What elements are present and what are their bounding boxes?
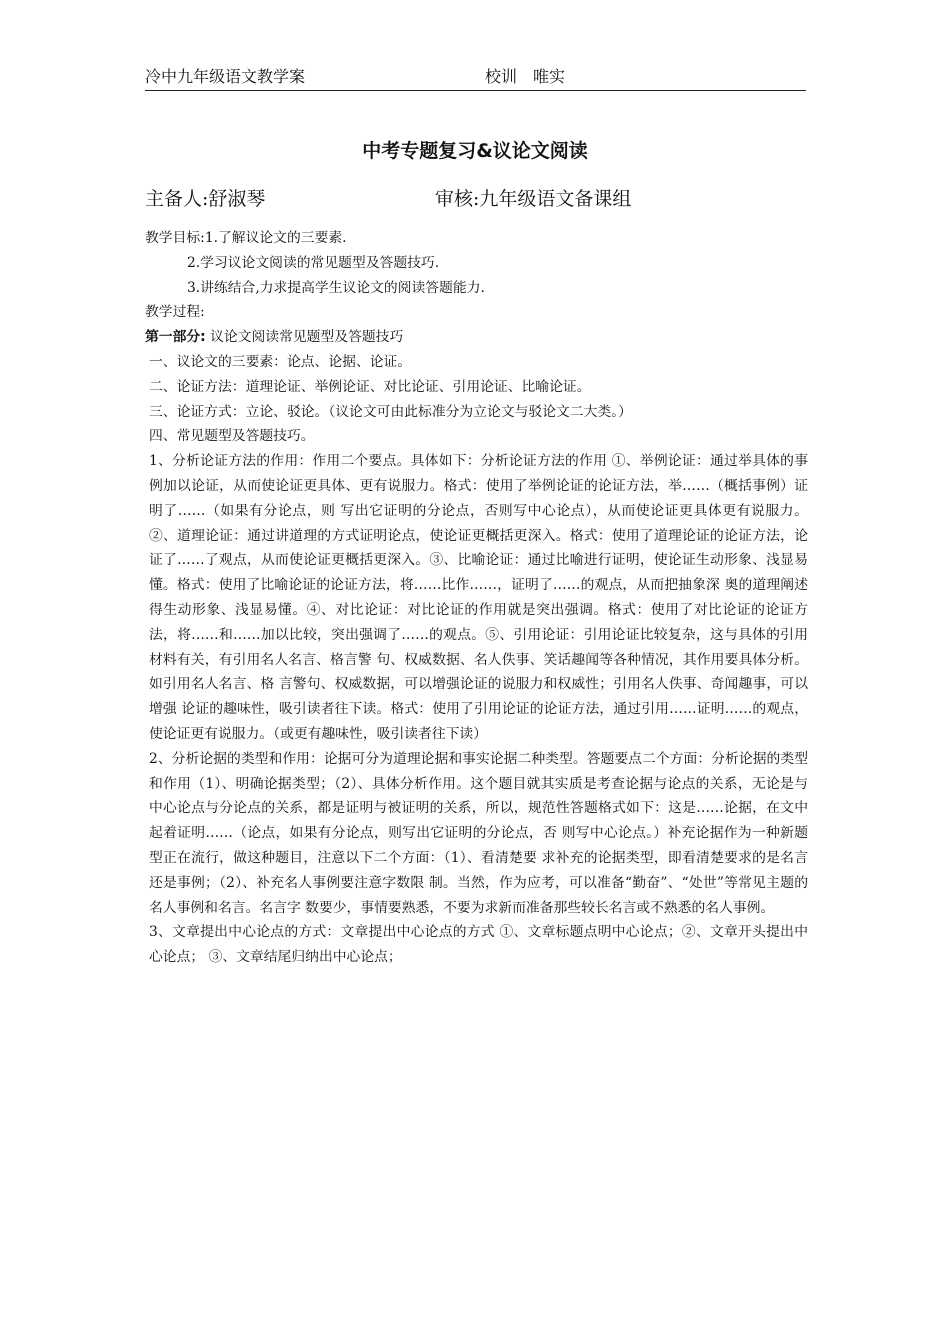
authors-line (145, 184, 806, 214)
section-2: 二、论证方法：道理论证、举例论证、对比论证、引用论证、比喻论证。 (149, 378, 591, 395)
header-school: 冷中九年级语文教学案 (145, 67, 306, 86)
section-1: 一、议论文的三要素：论点、论据、论证。 (149, 353, 412, 370)
goal-1: 教学目标:1.了解议论文的三要素. (145, 230, 347, 246)
page-title: 中考专题复习&议论文阅读 (362, 140, 588, 162)
document-body (145, 226, 808, 970)
preparer: 主备人:舒淑琴 (145, 188, 266, 210)
running-header (145, 66, 806, 91)
section-3: 三、论证方式：立论、驳论。（议论文可由此标准分为立论文与驳论文二大类。） (149, 403, 632, 420)
part-text: 议论文阅读常见题型及答题技巧 (205, 329, 404, 346)
section-4: 四、常见题型及答题技巧。 (149, 428, 315, 445)
paragraph-3: 3、文章提出中心论点的方式：文章提出中心论点的方式 ①、文章标题点明中心论点；②、文章开头提出中心论点； ③、文章结尾归纳出中心论点； (149, 924, 808, 966)
header-motto: 校训 唯实 (485, 67, 566, 86)
goal-2: 2.学习议论文阅读的常见题型及答题技巧. (187, 254, 440, 271)
part-heading (145, 325, 808, 350)
reviewer: 审核:九年级语文备课组 (435, 188, 632, 210)
paragraph-2: 2、分析论据的类型和作用：论据可分为道理论据和事实论据二种类型。答题要点二个方面：分析论据的类型和作用（1）、明确论据类型；（2）、具体分析作用。这个题目就其实质是考查论据与论点的关系，无论是与中心论点与分论点的关系，都是证明与被证明的关系，所以，规范性答题格式如下：这是……论据，在文中起着证明……（论点，如果有分论点，则写出它证明的分论点，否 则写中心论点。）补充论据作为一种新题型正在流行，做这种题目，注意以下二个方面：（1）、看清楚要 求补充的论据类型，即看清楚要求的是名言还是事例；（2）、补充名人事例要注意字数限 制。当然，作为应考，可以准备“勤奋”、“处世”等常见主题的名人事例和名言。名言字 数要少，事情要熟悉，不要为求新而准备那些较长名言或不熟悉的名人事例。 (149, 750, 808, 916)
paragraph-1: 1、分析论证方法的作用：作用二个要点。具体如下：分析论证方法的作用 ①、举例论证：通过举具体的事例加以论证，从而使论证更具体、更有说服力。格式：使用了举例论证的论证方法，举……（概括事例）证明了……（如果有分论点，则 写出它证明的分论点，否则写中心论点），从而使论证更具体更有说服力。②、道理论证：通过讲道理的方式证明论点，使论证更概括更深入。格式：使用了道理论证的论证方法，论证了……了观点，从而使论证更概括更深入。③、比喻论证：通过比喻进行证明，使论证生动形象、浅显易懂。格式：使用了比喻论证的论证方法，将……比作……，证明了……的观点，从而把抽象深 奥的道理阐述得生动形象、浅显易懂。④、对比论证：对比论证的作用就是突出强调。格式：使用了对比论证的论证方法，将……和……加以比较，突出强调了……的观点。⑤、引用论证：引用论证比较复杂，这与具体的引用材料有关，有引用名人名言、格言警 句、权威数据、名人佚事、笑话趣闻等各种情况，其作用要具体分析。如引用名人名言、格 言警句、权威数据，可以增强论证的说服力和权威性；引用名人佚事、奇闻趣事，可以增强 论证的趣味性，吸引读者往下读。格式：使用了引用论证的论证方法，通过引用……证明……的观点，使论证更有说服力。（或更有趣味性，吸引读者往下读） (149, 453, 808, 742)
part-label: 第一部分: (145, 329, 206, 346)
process-label: 教学过程: (145, 304, 205, 321)
goal-3: 3.讲练结合,力求提高学生议论文的阅读答题能力. (187, 279, 485, 296)
